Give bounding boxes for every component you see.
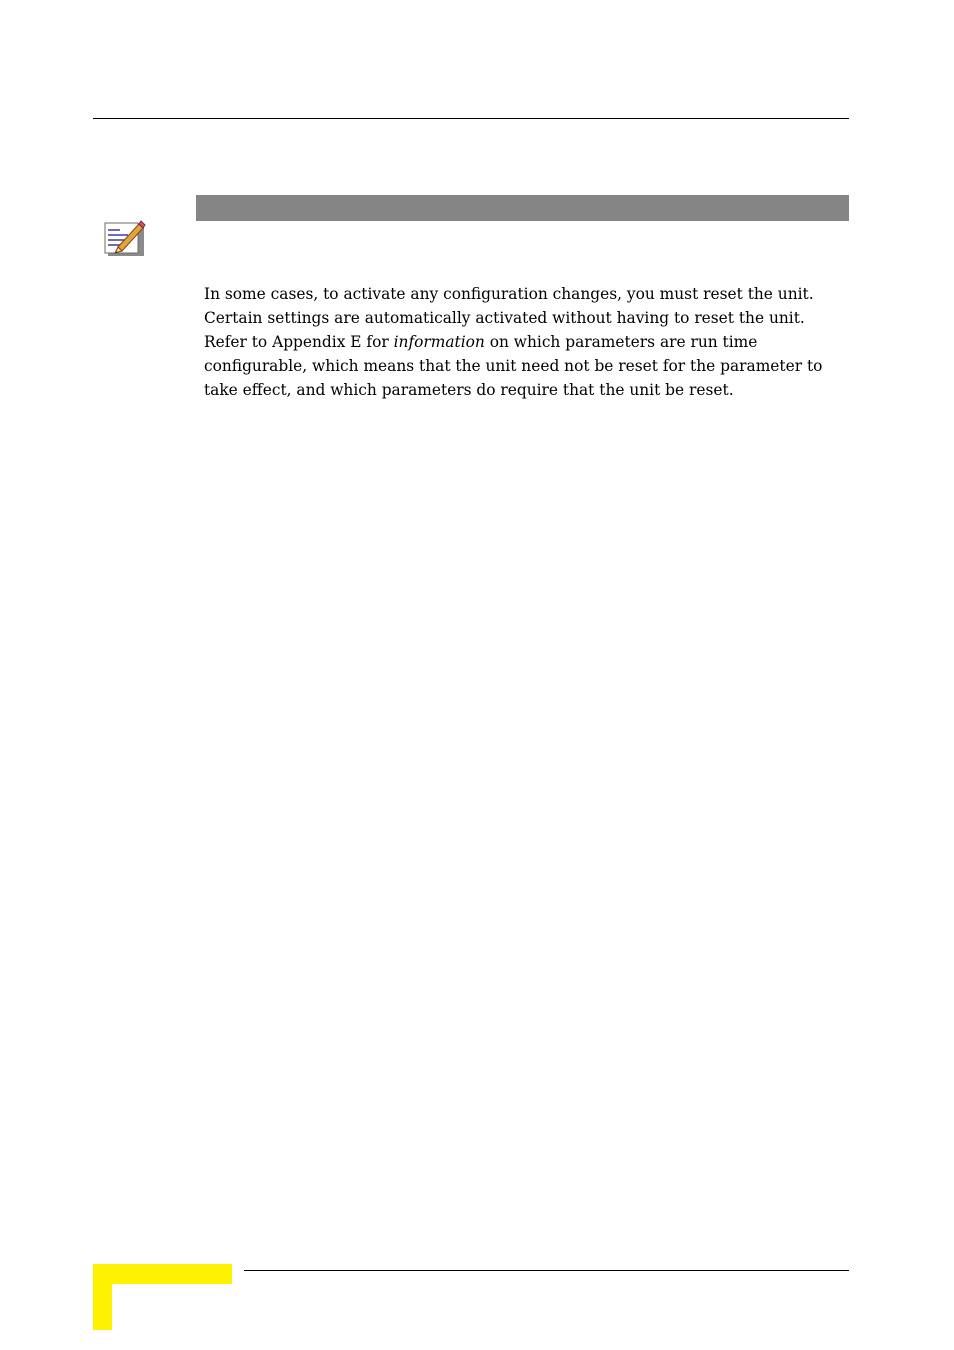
note-line-3-italic: information <box>393 333 485 351</box>
note-line-4: configurable, which means that the unit need not be reset for the parameter to <box>204 357 823 375</box>
note-line-3-start: Refer to Appendix E for <box>204 333 394 351</box>
note-line-1: In some cases, to activate any configuration changes, you must reset the unit. <box>204 285 814 303</box>
footer-accent-bar <box>93 1264 112 1330</box>
footer-accent-tab <box>93 1264 232 1284</box>
footer-rule <box>244 1270 849 1271</box>
note-paragraph <box>204 282 844 402</box>
note-line-5: take effect, and which parameters do require that the unit be reset. <box>204 381 734 399</box>
note-pencil-icon <box>104 220 146 258</box>
note-line-2: Certain settings are automatically activated without having to reset the unit. <box>204 309 805 327</box>
header-rule <box>93 118 849 119</box>
note-line-3-end: on which parameters are run time <box>484 333 758 351</box>
note-line-3 <box>204 330 844 354</box>
note-header-bar <box>196 195 849 221</box>
